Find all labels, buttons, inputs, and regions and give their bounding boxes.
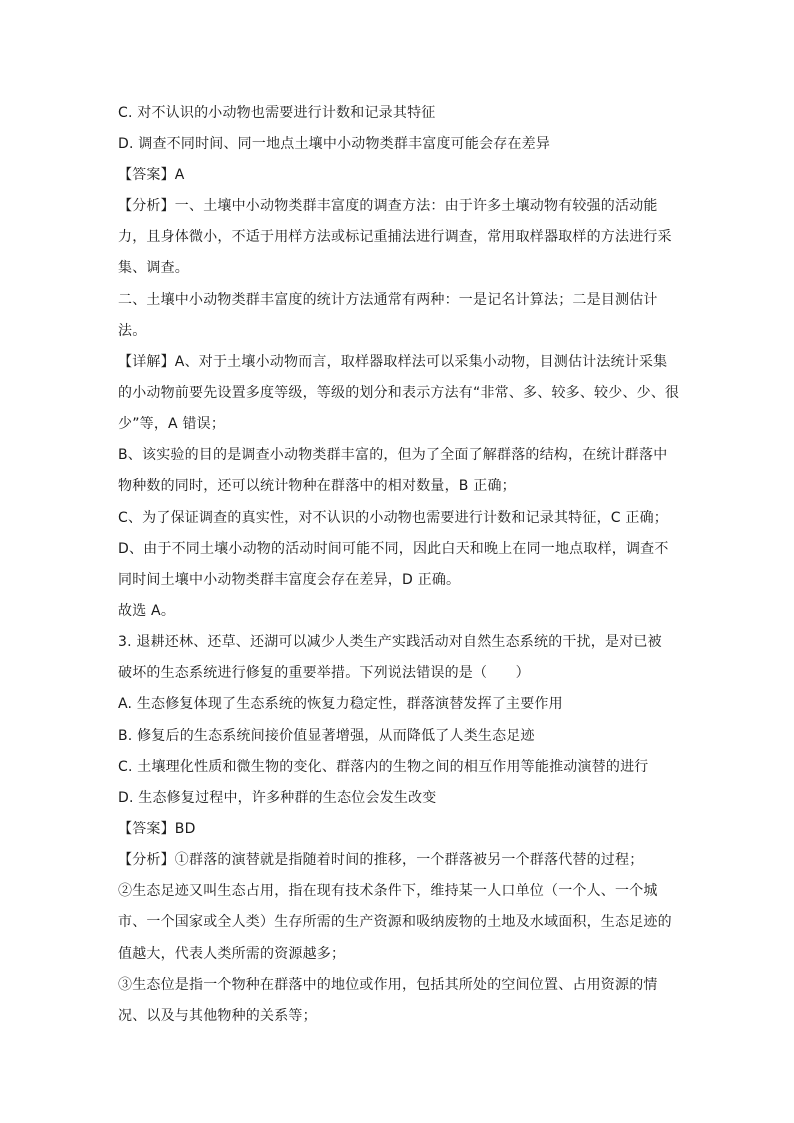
analysis-line-3: 集、调查。: [118, 260, 189, 276]
detail-line-7: D、由于不同土壤小动物的活动时间可能不同，因此白天和晚上在同一地点取样，调查不: [118, 541, 669, 557]
analysis-line-1: 【分析】一、土壤中小动物类群丰富度的调查方法：由于许多土壤动物有较强的活动能: [118, 198, 658, 214]
question3-analysis-4: 值越大，代表人类所需的资源越多；: [118, 946, 346, 962]
question3-option-c: C. 土壤理化性质和微生物的变化、群落内的生物之间的相互作用等能推动演替的进行: [118, 759, 649, 775]
question3-line-2: 破坏的生态系统进行修复的重要举措。下列说法错误的是（ ）: [118, 665, 530, 681]
answer-line: 【答案】A: [118, 167, 185, 183]
question3-analysis-5: ③生态位是指一个物种在群落中的地位或作用，包括其所处的空间位置、占用资源的情: [118, 977, 658, 993]
analysis-line-4: 二、土壤中小动物类群丰富度的统计方法通常有两种：一是记名计算法；二是目测估计: [118, 292, 658, 308]
question3-analysis-2: ②生态足迹又叫生态占用，指在现有技术条件下，维持某一人口单位（一个人、一个城: [118, 883, 658, 899]
question3-option-d: D. 生态修复过程中，许多种群的生态位会发生改变: [118, 790, 437, 806]
question3-option-b: B. 修复后的生态系统间接价值显著增强，从而降低了人类生态足迹: [118, 728, 535, 744]
detail-line-4: B、该实验的目的是调查小动物类群丰富的，但为了全面了解群落的结构，在统计群落中: [118, 447, 668, 463]
detail-line-1: 【详解】A、对于土壤小动物而言，取样器取样法可以采集小动物，目测估计法统计采集: [118, 354, 668, 370]
option-c-line: C. 对不认识的小动物也需要进行计数和记录其特征: [118, 105, 436, 121]
detail-line-3: 少”等，A 错误；: [118, 416, 226, 432]
question3-option-a: A. 生态修复体现了生态系统的恢复力稳定性，群落演替发挥了主要作用: [118, 696, 563, 712]
option-d-line: D. 调查不同时间、同一地点土壤中小动物类群丰富度可能会存在差异: [118, 136, 551, 152]
detail-line-5: 物种数的同时，还可以统计物种在群落中的相对数量，B 正确；: [118, 478, 516, 494]
question3-analysis-3: 市、一个国家或全人类）生存所需的生产资源和吸纳废物的土地及水域面积，生态足迹的: [118, 914, 672, 930]
question3-answer: 【答案】BD: [118, 821, 196, 837]
analysis-line-2: 力，且身体微小，不适于用样方法或标记重捕法进行调查，常用取样器取样的方法进行采: [118, 229, 672, 245]
question3-line-1: 3. 退耕还林、还草、还湖可以减少人类生产实践活动对自然生态系统的干扰，是对已被: [118, 634, 662, 650]
choose-line: 故选 A。: [118, 603, 176, 619]
detail-line-2: 的小动物前要先设置多度等级，等级的划分和表示方法有“非常、多、较多、较少、少、很: [118, 385, 680, 401]
detail-line-6: C、为了保证调查的真实性，对不认识的小动物也需要进行计数和记录其特征，C 正确；: [118, 510, 668, 526]
question3-analysis-1: 【分析】①群落的演替就是指随着时间的推移，一个群落被另一个群落代替的过程；: [118, 852, 644, 868]
detail-line-8: 同时间土壤中小动物类群丰富度会存在差异，D 正确。: [118, 572, 461, 588]
analysis-line-5: 法。: [118, 323, 147, 339]
question3-analysis-6: 况、以及与其他物种的关系等；: [118, 1008, 317, 1024]
